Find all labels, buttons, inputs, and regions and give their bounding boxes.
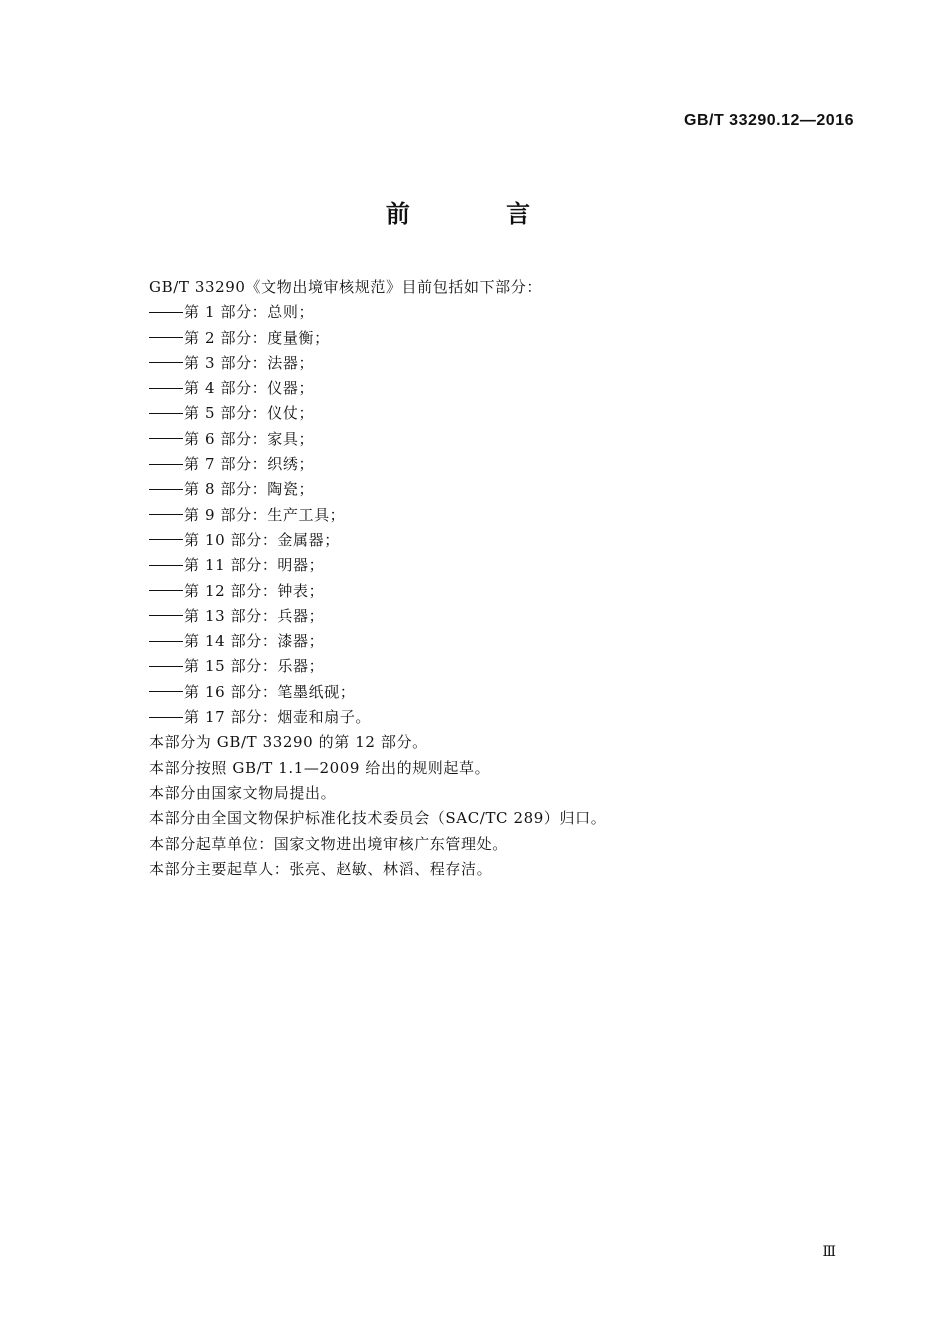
- dash-marker: [149, 362, 183, 363]
- standard-code: GB/T 33290.12—2016: [684, 112, 854, 129]
- dash-marker: [149, 590, 183, 591]
- list-item: 第 3 部分：法器；: [149, 351, 829, 376]
- dash-marker: [149, 489, 183, 490]
- list-item: 第 12 部分：钟表；: [149, 579, 829, 604]
- list-item: 第 1 部分：总则；: [149, 300, 829, 325]
- dash-marker: [149, 337, 183, 338]
- dash-marker: [149, 666, 183, 667]
- dash-marker: [149, 312, 183, 313]
- dash-marker: [149, 388, 183, 389]
- list-item: 第 5 部分：仪仗；: [149, 401, 829, 426]
- statement-proposer: 本部分由国家文物局提出。: [149, 783, 337, 802]
- dash-marker: [149, 438, 183, 439]
- page-number: Ⅲ: [822, 1244, 836, 1260]
- foreword-body: [149, 275, 829, 882]
- page-title: 前 言: [385, 200, 575, 228]
- list-item: 第 6 部分：家具；: [149, 427, 829, 452]
- dash-marker: [149, 539, 183, 540]
- list-item: 第 2 部分：度量衡；: [149, 326, 829, 351]
- dash-marker: [149, 464, 183, 465]
- statement-drafting-unit: 本部分起草单位：国家文物进出境审核广东管理处。: [149, 834, 508, 853]
- dash-marker: [149, 615, 183, 616]
- statement-drafting-rules: 本部分按照 GB/T 1.1—2009 给出的规则起草。: [149, 758, 491, 777]
- list-item: 第 11 部分：明器；: [149, 553, 829, 578]
- dash-marker: [149, 413, 183, 414]
- statements: [149, 730, 829, 882]
- list-item: 第 4 部分：仪器；: [149, 376, 829, 401]
- list-item: 第 8 部分：陶瓷；: [149, 477, 829, 502]
- dash-marker: [149, 691, 183, 692]
- statement-drafters: 本部分主要起草人：张亮、赵敏、林滔、程存洁。: [149, 859, 493, 878]
- dash-marker: [149, 565, 183, 566]
- dash-marker: [149, 514, 183, 515]
- statement-part-number: 本部分为 GB/T 33290 的第 12 部分。: [149, 733, 428, 752]
- list-item: 第 15 部分：乐器；: [149, 654, 829, 679]
- list-item: 第 9 部分：生产工具；: [149, 503, 829, 528]
- dash-marker: [149, 641, 183, 642]
- dash-marker: [149, 717, 183, 718]
- list-item: 第 16 部分：笔墨纸砚；: [149, 680, 829, 705]
- list-item: 第 17 部分：烟壶和扇子。: [149, 705, 829, 730]
- intro-line: GB/T 33290《文物出境审核规范》目前包括如下部分：: [149, 278, 542, 296]
- list-item: 第 13 部分：兵器；: [149, 604, 829, 629]
- list-item: 第 7 部分：织绣；: [149, 452, 829, 477]
- statement-committee: 本部分由全国文物保护标准化技术委员会（SAC/TC 289）归口。: [149, 809, 607, 828]
- list-item: 第 10 部分：金属器；: [149, 528, 829, 553]
- list-item: 第 14 部分：漆器；: [149, 629, 829, 654]
- parts-list: [149, 300, 829, 730]
